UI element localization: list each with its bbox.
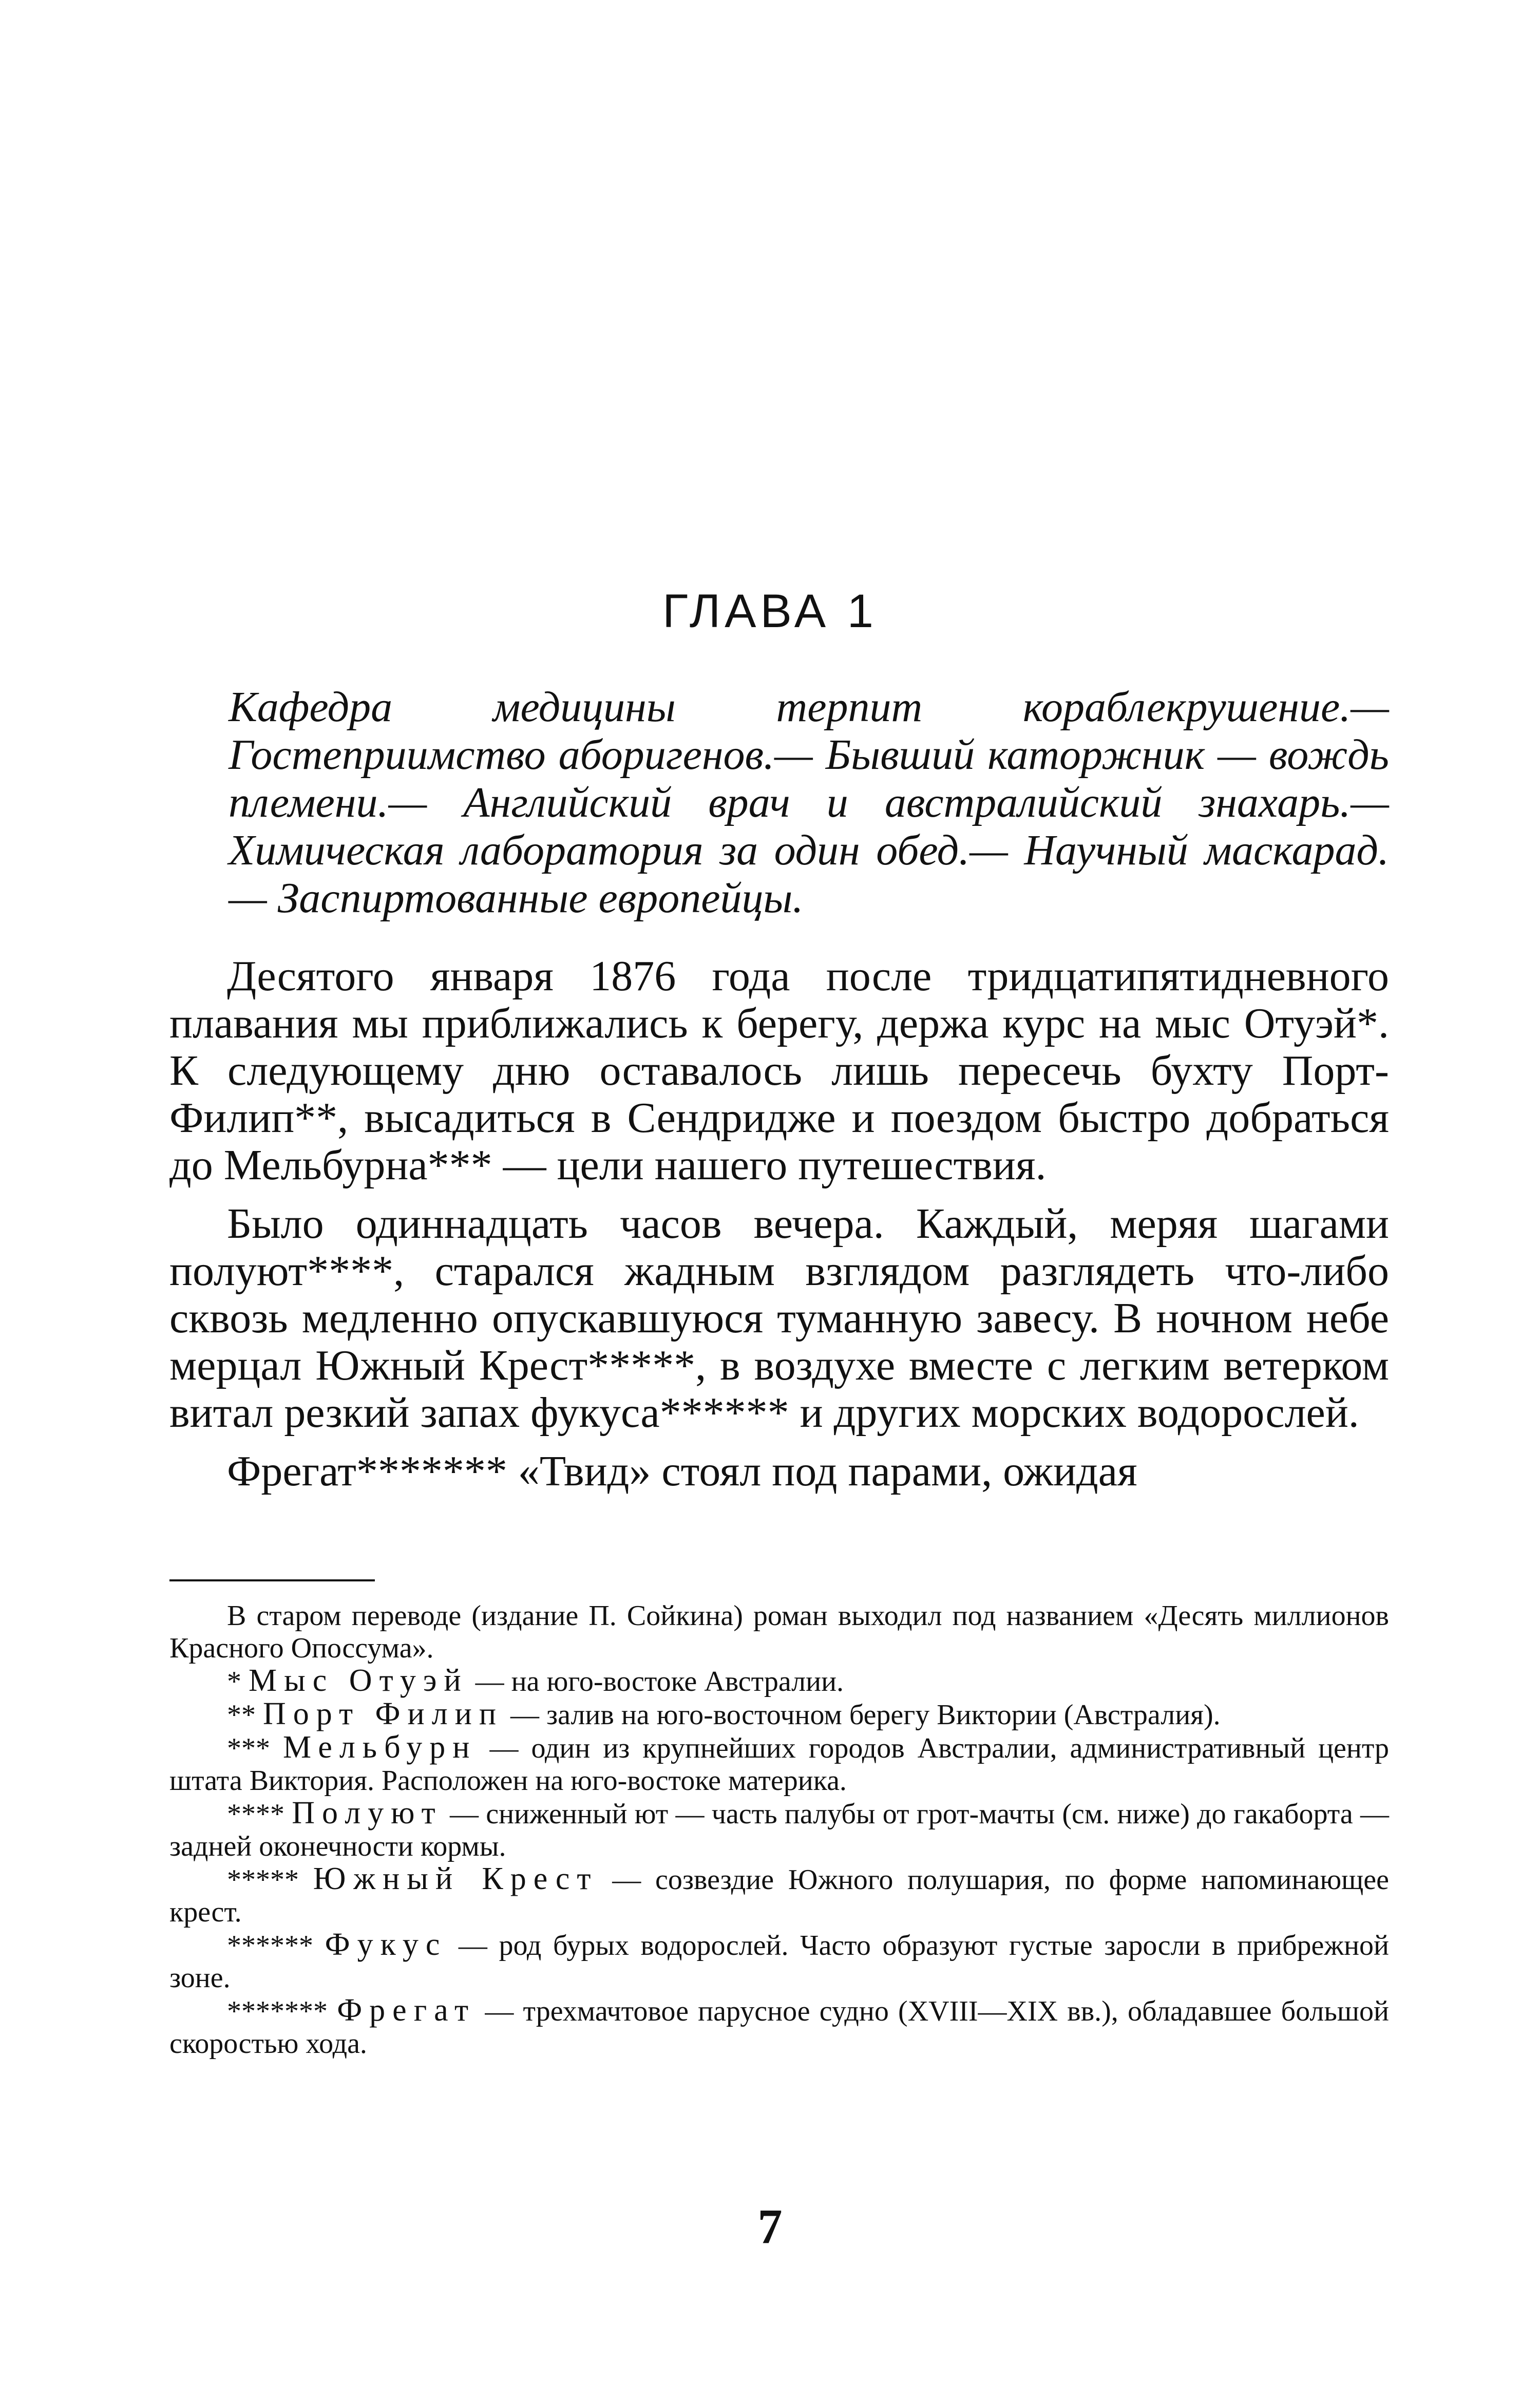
page-number: 7 [757, 2199, 783, 2254]
chapter-title: ГЛАВА 1 [662, 585, 878, 637]
footnote-marker: * [227, 1666, 241, 1697]
footnote-1 [169, 1665, 1389, 1698]
footnote-marker: *** [227, 1732, 270, 1764]
footnote-5 [169, 1863, 1389, 1929]
footnote-term: Фрегат [337, 1993, 476, 2028]
footnote-term: Порт Филип [263, 1696, 504, 1731]
footnote-3 [169, 1731, 1389, 1797]
footnote-text: — залив на юго-восточном берегу Виктории (Австралия). [503, 1699, 1221, 1731]
footnote-4 [169, 1797, 1389, 1863]
paragraph-3: Фрегат******* «Твид» стоял под парами, ожидая [227, 1447, 1137, 1495]
footnote-divider [169, 1579, 375, 1581]
footnote-marker: ***** [227, 1864, 299, 1896]
paragraph-2: Было одиннадцать часов вечера. Каждый, меряя шагами полуют****, старался жадным взглядом разглядеть что-либо сквозь медленно опускавшуюся туманную завесу. В ночном небе мерцал Южный Крест*****, в воздухе вместе с легким ветерком витал резкий запах фукуса****** и других морских водорослей. [169, 1200, 1389, 1437]
chapter-epigraph: Кафедра медицины терпит кораблекрушение.— Гостеприимство аборигенов.— Бывший каторжник — вождь племени.— Английский врач и австралийский знахарь.— Химическая лаборатория за один обед.— Научный маскарад.— Заспиртованные европейцы. [229, 683, 1389, 922]
footnote-term: Фукус [325, 1927, 447, 1962]
footnote-7 [169, 1994, 1389, 2060]
footnote-marker: ******* [227, 1995, 328, 2027]
footnote-intro: В старом переводе (издание П. Сойкина) роман выходил под названием «Десять миллионов Красного Опоссума». [169, 1600, 1389, 1664]
paragraph-1: Десятого января 1876 года после тридцатипятидневного плавания мы приближались к берегу, держа курс на мыс Отуэй*. К следующему дню оставалось лишь пересечь бухту Порт-Филип**, высадиться в Сендридже и поездом быстро добраться до Мельбурна*** — цели нашего путешествия. [169, 952, 1389, 1189]
footnote-term: Мельбурн [283, 1730, 477, 1765]
footnote-marker: ****** [227, 1930, 313, 1961]
footnote-marker: **** [227, 1798, 284, 1830]
footnote-text: — род бурых водорослей. Часто образуют густые заросли в прибрежной зоне. [169, 1930, 1390, 1994]
footnote-text: — трехмачтовое парусное судно (XVIII—XIX вв.), обладавшее большой скоростью хода. [169, 1995, 1390, 2060]
footnote-text: — сниженный ют — часть палубы от грот-мачты (см. ниже) до гакаборта — задней оконечности кормы. [169, 1798, 1389, 1862]
footnote-text: — созвездие Южного полушария, по форме напоминающее крест. [169, 1864, 1389, 1928]
footnote-marker: ** [227, 1699, 256, 1731]
footnotes [169, 1600, 1389, 2060]
footnote-text: — на юго-востоке Австралии. [468, 1666, 844, 1697]
footnote-term: Южный Крест [313, 1861, 598, 1896]
footnote-text: — один из крупнейших городов Австралии, административный центр штата Виктория. Расположен на юго-востоке материка. [169, 1732, 1390, 1797]
footnote-term: Полуют [292, 1796, 443, 1831]
main-text [169, 953, 1389, 1495]
footnote-6 [169, 1929, 1389, 1994]
footnote-2 [169, 1698, 1389, 1731]
footnote-term: Мыс Отуэй [249, 1663, 468, 1698]
